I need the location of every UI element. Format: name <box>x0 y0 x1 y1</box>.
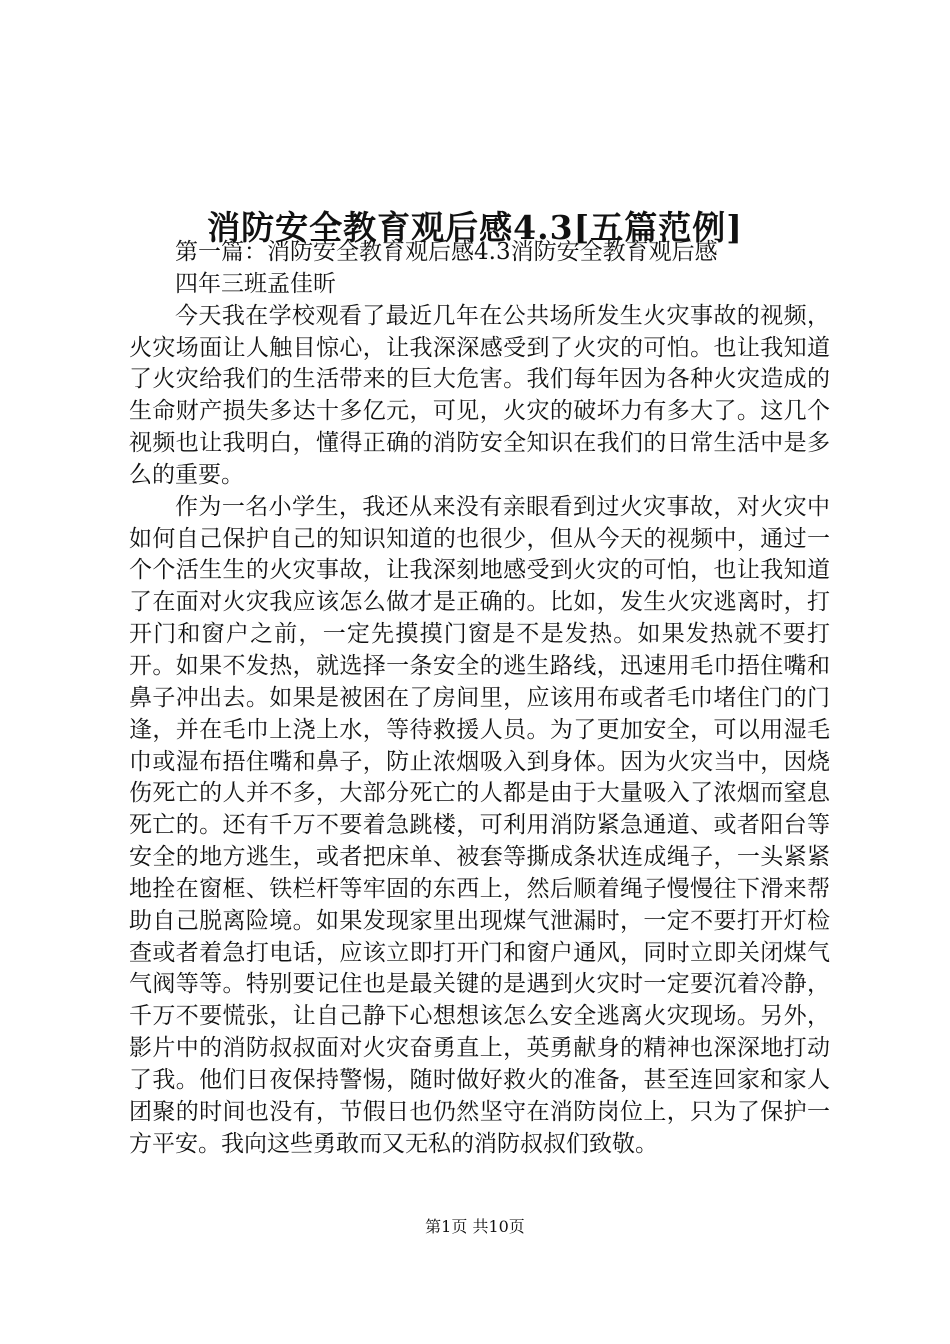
section-heading: 第一篇：消防安全教育观后感4.3消防安全教育观后感 <box>175 239 718 265</box>
paragraph: 作为一名小学生，我还从来没有亲眼看到过火灾事故，对火灾中如何自己保护自己的知识知道的也很少，但从今天的视频中，通过一个个活生生的火灾事故，让我深刻地感受到火灾的可怕，也让我知道了在面对火灾我应该怎么做才是正确的。比如，发生火灾逃离时，打开门和窗户之前，一定先摸摸门窗是不是发热。如果发热就不要打开。如果不发热，就选择一条安全的逃生路线，迅速用毛巾捂住嘴和鼻子冲出去。如果是被困在了房间里，应该用布或者毛巾堵住门的门逢，并在毛巾上浇上水，等待救援人员。为了更加安全，可以用湿毛巾或湿布捂住嘴和鼻子，防止浓烟吸入到身体。因为火灾当中，因烧伤死亡的人并不多，大部分死亡的人都是由于大量吸入了浓烟而窒息死亡的。还有千万不要着急跳楼，可利用消防紧急通道、或者阳台等安全的地方逃生，或者把床单、被套等撕成条状连成绳子，一头紧紧地拴在窗框、铁栏杆等牢固的东西上，然后顺着绳子慢慢往下滑来帮助自己脱离险境。如果发现家里出现煤气泄漏时，一定不要打开灯检查或者着急打电话，应该立即打开门和窗户通风，同时立即关闭煤气气阀等等。特别要记住也是最关键的是遇到火灾时一定要沉着冷静，千万不要慌张，让自己静下心想想该怎么安全逃离火灾现场。另外，影片中的消防叔叔面对火灾奋勇直上，英勇献身的精神也深深地打动了我。他们日夜保持警惕，随时做好救火的准备，甚至连回家和家人团聚的时间也没有，节假日也仍然坚守在消防岗位上，只为了保护一方平安。我向这些勇敢而又无私的消防叔叔们致敬。 <box>129 493 830 1157</box>
document-body <box>129 237 830 1160</box>
page-footer: 第1页 共10页 <box>425 1217 525 1236</box>
author-line: 四年三班孟佳昕 <box>175 270 336 297</box>
document-title: 消防安全教育观后感4.3[五篇范例] <box>207 208 743 248</box>
paragraph: 今天我在学校观看了最近几年在公共场所发生火灾事故的视频，火灾场面让人触目惊心，让我深深感受到了火灾的可怕。也让我知道了火灾给我们的生活带来的巨大危害。我们每年因为各种火灾造成的生命财产损失多达十多亿元，可见，火灾的破坏力有多大了。这几个视频也让我明白，懂得正确的消防安全知识在我们的日常生活中是多么的重要。 <box>129 302 830 488</box>
